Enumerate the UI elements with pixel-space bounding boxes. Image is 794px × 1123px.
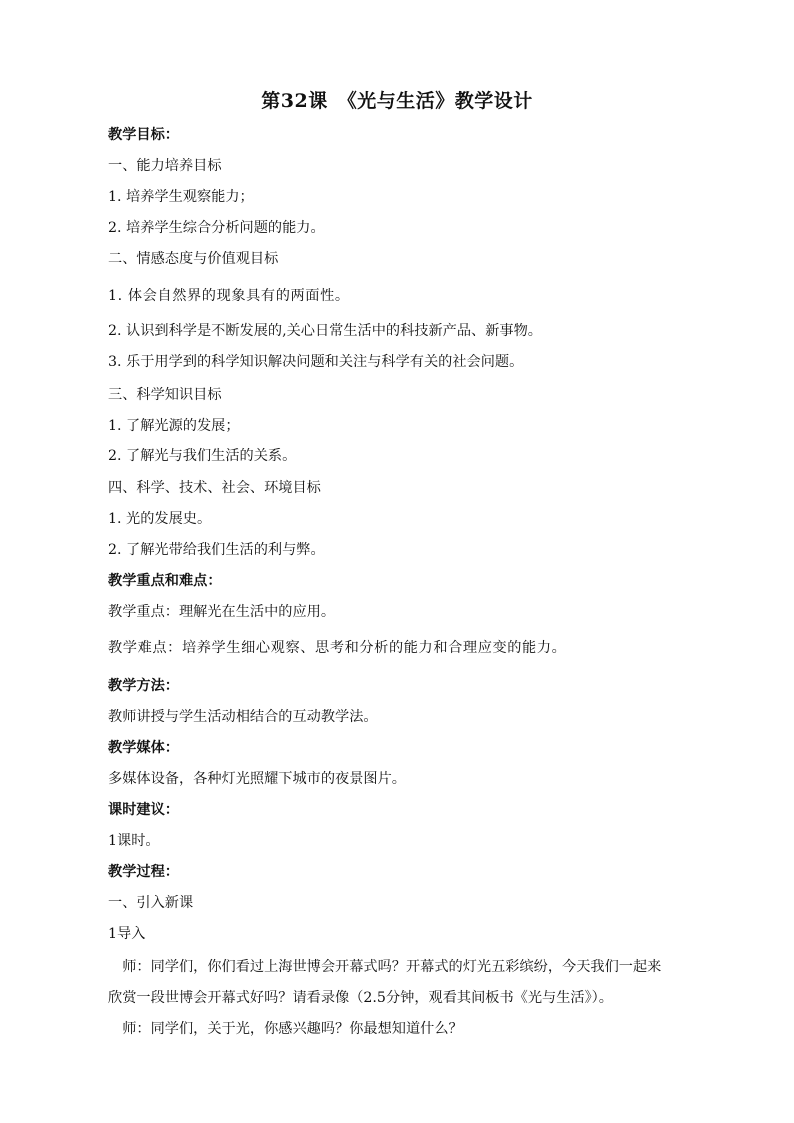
list-item: 1. 体会自然界的现象具有的两面性。 xyxy=(108,288,350,304)
paragraph: 欣赏一段世博会开幕式好吗？请看录像（2.5分钟，观看其间板书《光与生活》）。 xyxy=(108,990,613,1006)
list-item: 2. 培养学生综合分析问题的能力。 xyxy=(108,220,325,236)
section-heading-methods: 教学方法： xyxy=(108,678,179,694)
paragraph: 教师讲授与学生活动相结合的互动教学法。 xyxy=(108,709,378,725)
paragraph: 多媒体设备，各种灯光照耀下城市的夜景图片。 xyxy=(108,771,406,787)
list-item: 2. 认识到科学是不断发展的,关心日常生活中的科技新产品、新事物。 xyxy=(108,323,542,339)
section-heading-teaching-goals: 教学目标： xyxy=(108,127,179,143)
subheading-emotion-goals: 二、情感态度与价值观目标 xyxy=(108,251,279,267)
list-item: 1. 培养学生观察能力； xyxy=(108,189,254,205)
list-item: 2. 了解光与我们生活的关系。 xyxy=(108,448,297,464)
paragraph: 教学难点：培养学生细心观察、思考和分析的能力和合理应变的能力。 xyxy=(108,640,567,656)
paragraph: 师：同学们，关于光，你感兴趣吗？你最想知道什么？ xyxy=(108,1021,463,1037)
list-item: 1. 了解光源的发展； xyxy=(108,418,240,434)
section-heading-key-points: 教学重点和难点： xyxy=(108,573,222,589)
section-heading-media: 教学媒体： xyxy=(108,740,179,756)
document-title: 第32课 《光与生活》教学设计 xyxy=(261,90,533,112)
list-item: 3. 乐于用学到的科学知识解决问题和关注与科学有关的社会问题。 xyxy=(108,354,524,370)
list-item: 1. 光的发展史。 xyxy=(108,511,212,527)
paragraph: 1课时。 xyxy=(108,833,160,849)
subheading-lead-in: 1导入 xyxy=(108,926,146,942)
section-heading-process: 教学过程： xyxy=(108,864,179,880)
paragraph: 师：同学们，你们看过上海世博会开幕式吗？开幕式的灯光五彩缤纷，今天我们一起来 xyxy=(108,959,662,975)
subheading-ability-goals: 一、能力培养目标 xyxy=(108,158,222,174)
subheading-science-goals: 三、科学知识目标 xyxy=(108,387,222,403)
list-item: 2. 了解光带给我们生活的利与弊。 xyxy=(108,542,325,558)
section-heading-class-hours: 课时建议： xyxy=(108,802,179,818)
subheading-stse-goals: 四、科学、技术、社会、环境目标 xyxy=(108,480,321,496)
paragraph: 教学重点：理解光在生活中的应用。 xyxy=(108,604,336,620)
subheading-intro: 一、引入新课 xyxy=(108,895,194,911)
